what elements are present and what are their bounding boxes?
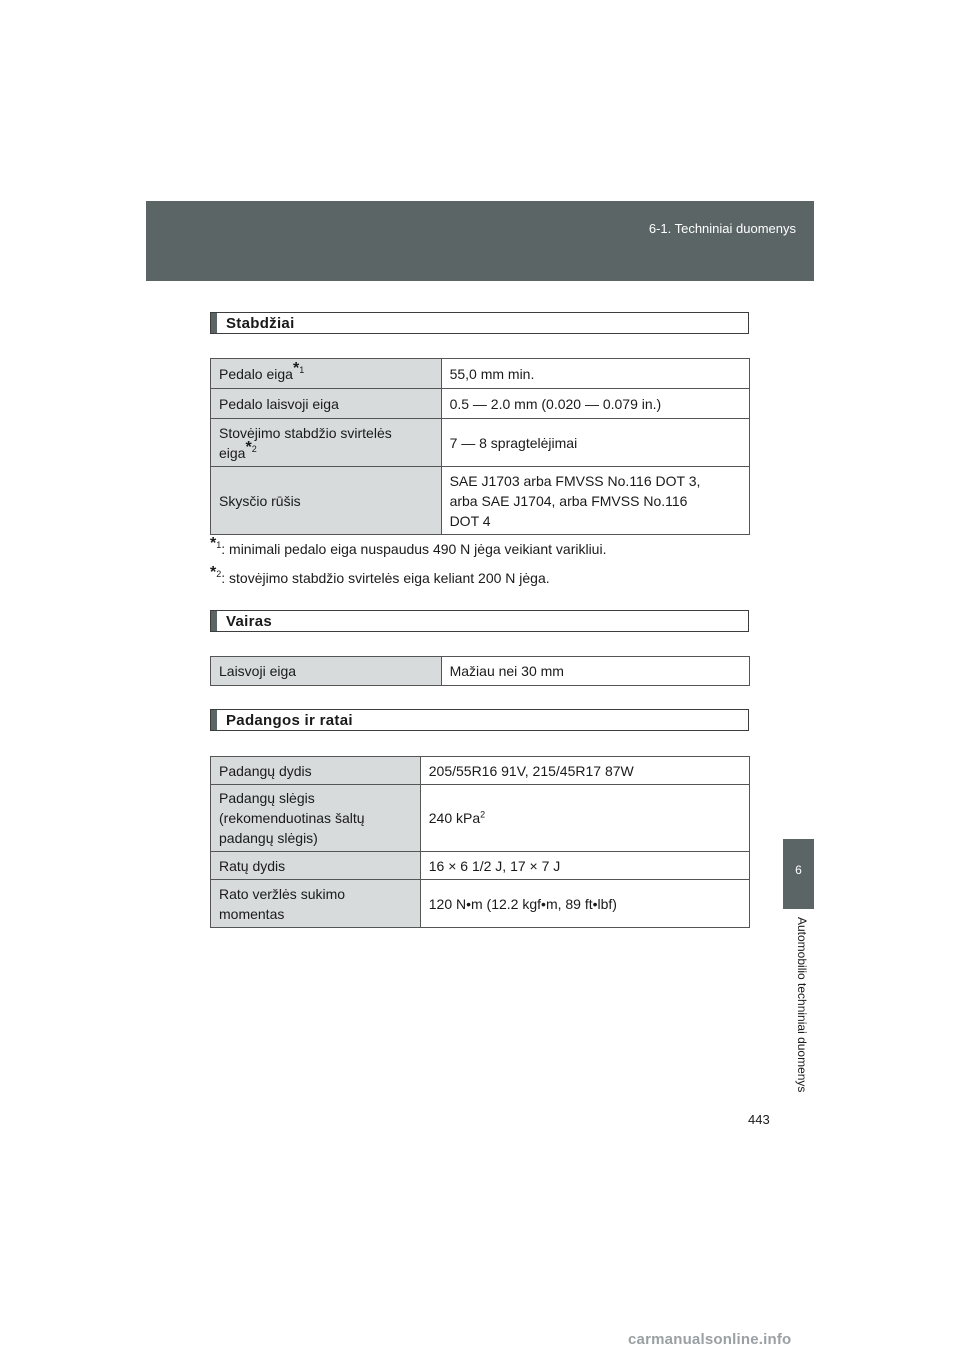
steering-table [210, 656, 750, 686]
spec-label: Skysčio rūšis [211, 467, 442, 535]
watermark: carmanualsonline.info [628, 1331, 792, 1348]
table-row [211, 880, 750, 928]
table-row [211, 419, 750, 467]
spec-label: Pedalo eiga$^{*1}$ [211, 359, 442, 389]
spec-label: Stovėjimo stabdžio svirtelės eiga$^{*2}$ [211, 419, 442, 467]
section-title: 6-1. Techniniai duomenys [648, 221, 796, 236]
steering-heading [210, 610, 749, 632]
page-number: 443 [748, 1112, 770, 1127]
chapter-number: 6 [795, 863, 802, 877]
chapter-tab [783, 839, 814, 909]
header-band [146, 201, 814, 281]
tires-heading [210, 709, 749, 731]
footnote-2: $^{*2}$: stovėjimo stabdžio svirtelės eiga keliant 200 N jėga. [210, 564, 550, 586]
table-row [211, 657, 750, 686]
spec-value: 55,0 mm min. [441, 359, 749, 389]
spec-value: 7 — 8 spragtelėjimai [441, 419, 749, 467]
table-row [211, 359, 750, 389]
spec-label: Padangų slėgis (rekomenduotinas šaltų padangų slėgis) [211, 785, 421, 852]
spec-label: Pedalo laisvoji eiga [211, 389, 442, 419]
spec-label: Laisvoji eiga [211, 657, 442, 686]
spec-value: 120 N•m (12.2 kgf•m, 89 ft•lbf) [420, 880, 749, 928]
table-row [211, 785, 750, 852]
table-row [211, 389, 750, 419]
spec-label: Rato veržlės sukimo momentas [211, 880, 421, 928]
steering-heading-text: Vairas [226, 613, 273, 630]
spec-label: Padangų dydis [211, 757, 421, 785]
brakes-heading-text: Stabdžiai [226, 315, 295, 332]
table-row [211, 852, 750, 880]
spec-value: 0.5 — 2.0 mm (0.020 — 0.079 in.) [441, 389, 749, 419]
spec-value: 205/55R16 91V, 215/45R17 87W [420, 757, 749, 785]
brakes-heading [210, 312, 749, 334]
tires-table [210, 756, 750, 928]
tires-heading-text: Padangos ir ratai [226, 712, 353, 729]
brakes-table [210, 358, 750, 535]
chapter-label: Automobilio techniniai duomenys [795, 917, 809, 1093]
spec-value: Mažiau nei 30 mm [441, 657, 749, 686]
spec-value: SAE J1703 arba FMVSS No.116 DOT 3, arba SAE J1704, arba FMVSS No.116 DOT 4 [441, 467, 749, 535]
table-row [211, 467, 750, 535]
table-row [211, 757, 750, 785]
spec-value: 16 × 6 1/2 J, 17 × 7 J [420, 852, 749, 880]
spec-value: 240 kPa$^2$ [420, 785, 749, 852]
footnote-1: $^{*1}$: minimali pedalo eiga nuspaudus 490 N jėga veikiant varikliui. [210, 535, 607, 557]
spec-label: Ratų dydis [211, 852, 421, 880]
